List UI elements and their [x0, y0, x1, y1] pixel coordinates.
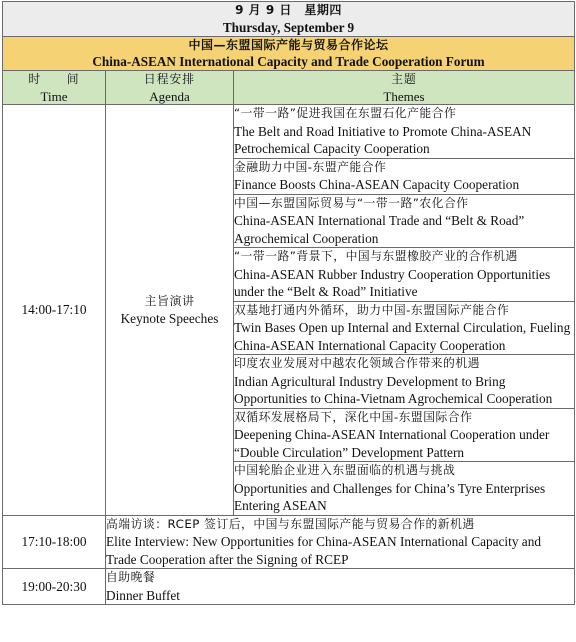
date-zh: 9 月 9 日 星期四: [235, 3, 342, 17]
theme-zh: 中国—东盟国际贸易与“一带一路”农化合作: [234, 195, 469, 210]
column-header-row: [3, 71, 575, 105]
date-header: [3, 2, 575, 37]
theme-en: China-ASEAN International Trade and “Belt & Road” Agrochemical Cooperation: [234, 213, 525, 246]
theme-zh: 金融助力中国-东盟产能合作: [234, 159, 387, 174]
agenda-header-en: Agenda: [149, 88, 190, 104]
theme-en: Finance Boosts China-ASEAN Capacity Cooperation: [234, 177, 520, 192]
themes-header-zh: 主题: [391, 72, 417, 86]
schedule-table: [2, 1, 575, 605]
dinner-description: [106, 569, 575, 605]
agenda-header-zh: 日程安排: [143, 72, 196, 86]
dinner-zh: 自助晚餐: [106, 570, 156, 584]
theme-item: [234, 408, 575, 462]
theme-item: [234, 462, 575, 516]
theme-item: [234, 248, 575, 302]
theme-item: [234, 355, 575, 409]
interview-time: 17:10-18:00: [3, 515, 106, 569]
forum-title-zh: 中国—东盟国际产能与贸易合作论坛: [188, 37, 389, 52]
theme-en: The Belt and Road Initiative to Promote China-ASEAN Petrochemical Capacity Cooperation: [234, 123, 532, 156]
interview-zh: 高端访谈：RCEP 签订后，中国与东盟国际产能与贸易合作的新机遇: [106, 516, 475, 531]
keynote-time: 14:00-17:10: [3, 105, 106, 516]
theme-zh: “一带一路”背景下，中国与东盟橡胶产业的合作机遇: [234, 249, 518, 263]
theme-zh: 中国轮胎企业进入东盟面临的机遇与挑战: [234, 463, 456, 477]
keynote-agenda-zh: 主旨演讲: [144, 293, 195, 308]
interview-description: [106, 515, 575, 569]
forum-title: [3, 36, 575, 71]
keynote-row: [3, 105, 575, 159]
theme-item: [234, 194, 575, 248]
keynote-agenda: [106, 105, 234, 516]
keynote-agenda-en: Keynote Speeches: [120, 311, 219, 326]
column-header-agenda: [106, 71, 234, 105]
time-header-en: Time: [40, 88, 68, 104]
theme-en: Indian Agricultural Industry Development to Bring Opportunities to China-Vietnam Agrochemical Cooperation: [234, 373, 553, 406]
dinner-en: Dinner Buffet: [106, 587, 180, 603]
interview-row: [3, 515, 575, 569]
theme-en: Opportunities and Challenges for China’s Tyre Enterprises Entering ASEAN: [234, 480, 546, 513]
theme-en: China-ASEAN Rubber Industry Cooperation Opportunities under the “Belt & Road” Initiative: [234, 266, 551, 299]
dinner-time: 19:00-20:30: [3, 569, 106, 605]
date-header-row: [3, 2, 575, 37]
date-en: Thursday, September 9: [222, 19, 355, 35]
theme-zh: 双基地打通内外循环，助力中国-东盟国际产能合作: [234, 302, 510, 317]
theme-zh: “一带一路”促进我国在东盟石化产能合作: [234, 106, 457, 120]
forum-title-en: China-ASEAN International Capacity and Trade Cooperation Forum: [92, 54, 485, 69]
time-header-zh: 时 间: [28, 72, 80, 86]
theme-zh: 双循环发展格局下，深化中国-东盟国际合作: [234, 409, 473, 424]
dinner-row: [3, 569, 575, 605]
theme-item: [234, 158, 575, 194]
theme-en: Deepening China-ASEAN International Cooperation under “Double Circulation” Development Pattern: [234, 427, 550, 460]
theme-item: [234, 105, 575, 159]
theme-item: [234, 301, 575, 355]
column-header-time: [3, 71, 106, 105]
interview-en: Elite Interview: New Opportunities for China-ASEAN International Capacity and Trade Cooperation after the Signing of RCEP: [106, 534, 541, 567]
themes-header-en: Themes: [383, 88, 425, 104]
forum-header-row: [3, 36, 575, 71]
theme-en: Twin Bases Open up Internal and External Circulation, Fueling China-ASEAN International Capacity Cooperation: [234, 320, 571, 353]
column-header-themes: [234, 71, 575, 105]
theme-zh: 印度农业发展对中越农化领域合作带来的机遇: [234, 356, 480, 370]
